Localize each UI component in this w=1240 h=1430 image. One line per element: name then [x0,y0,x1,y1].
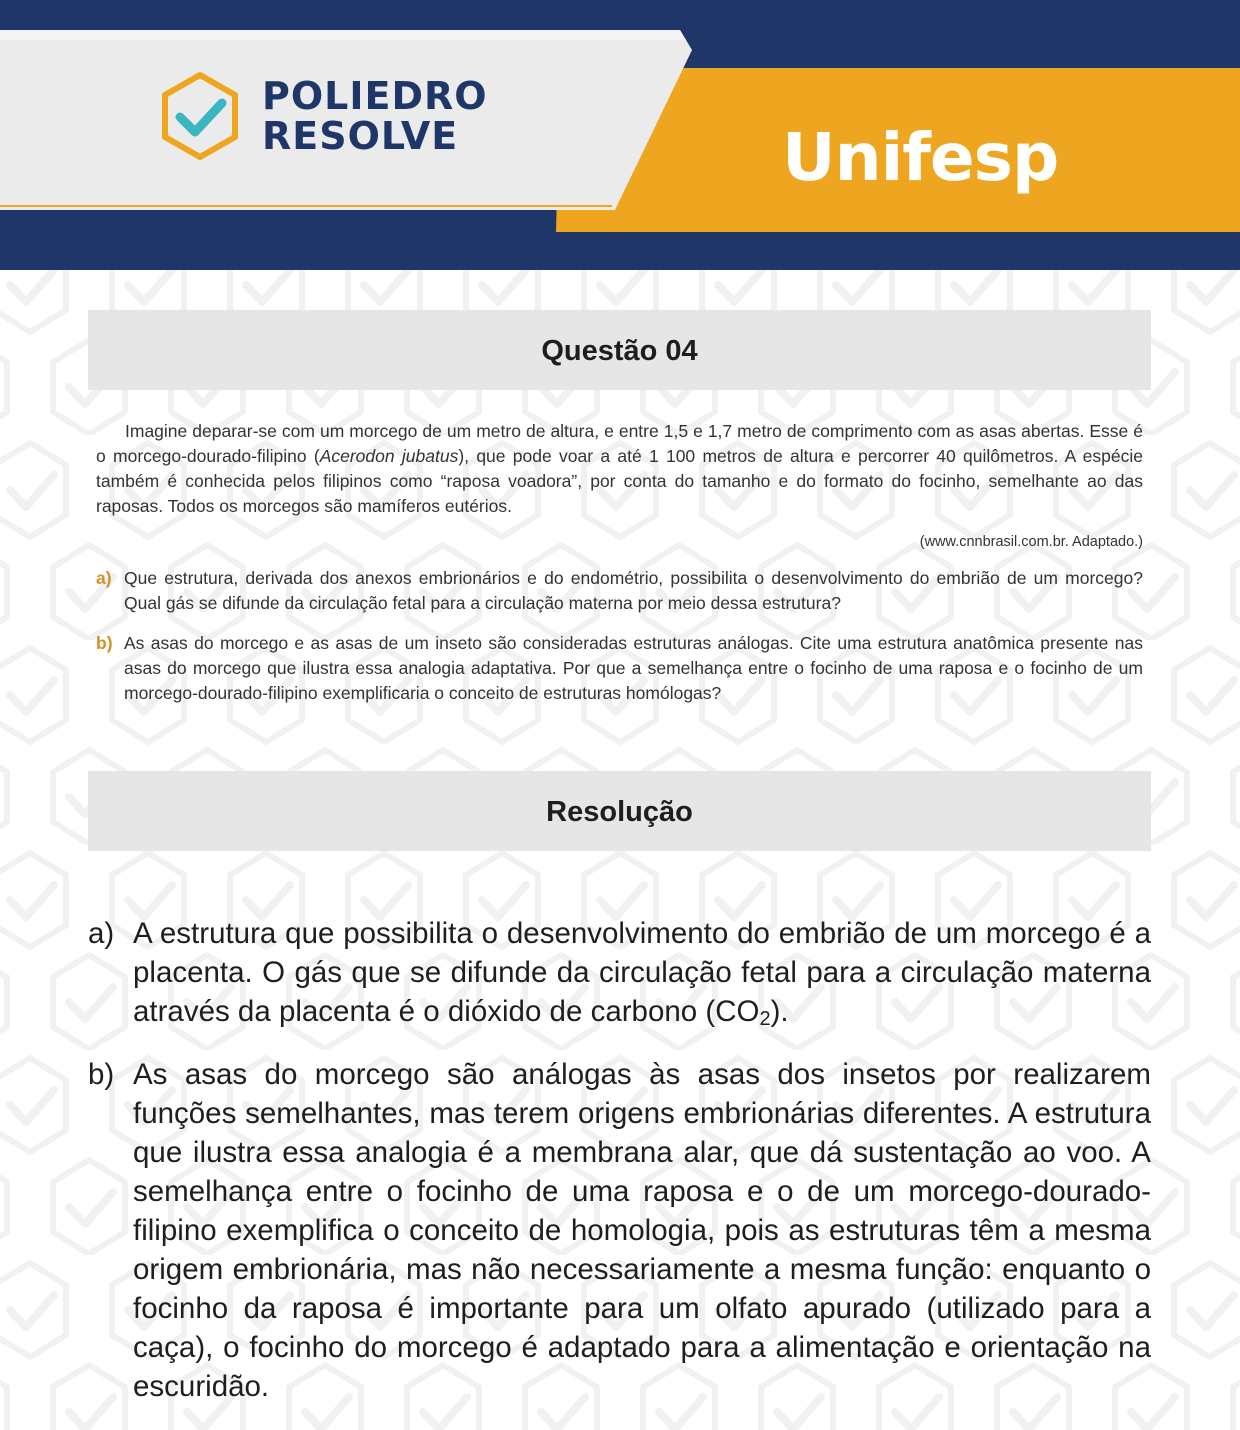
answer-a-text [133,914,1151,1031]
stem-text-2: ), que pode voar a até 1 100 metros de altura e percorrer 40 quilômetros. A espécie também é conhecida pelos filipinos como “raposa voadora”, por conta do tamanho e do formato do focinho, semelhante ao das raposas. Todos os morcegos são mamíferos eutérios. [96,446,1143,516]
answer-b-label: b) [88,1058,115,1091]
brand-line-2: RESOLVE [262,114,459,158]
brand-line-1: POLIEDRO [262,74,488,118]
brand-logo-text [262,76,488,156]
answer-a-text-end: ). [770,995,789,1028]
check-hexagon-icon [158,70,242,162]
answer-a-label: a) [88,917,115,950]
answer-b-text: As asas do morcego são análogas às asas dos insetos por realizarem funções semelhantes, mas terem origens embrionárias diferentes. A estrutura que ilustra essa analogia é a membrana alar, que dá sustentação ao voo. A semelhança entre o focinho de uma raposa e o de um morcego-dourado-filipino exemplifica o conceito de homologia, pois as estruturas têm a mesma origem embrionária, mas não necessariamente a mesma função: enquanto o focinho da raposa é importante para um olfato apurado (utilizado para a caça), o focinho do morcego é adaptado para a alimentação e orientação na escuridão. [133,1058,1151,1403]
item-b-text: As asas do morcego e as asas de um inseto são consideradas estruturas análogas. Cite uma estrutura anatômica presente nas asas do morcego que ilustra essa analogia adaptativa. Por que a semelhança entre o focinho de uma raposa e o focinho de um morcego-dourado-filipino exemplificaria o conceito de estruturas homólogas? [124,633,1143,703]
answer-a-subscript: 2 [759,1008,771,1030]
header-banner [0,0,1240,270]
item-a-label: a) [96,568,112,588]
item-a-text: Que estrutura, derivada dos anexos embrionários e do endométrio, possibilita o desenvolvimento do embrião de um morcego? Qual gás se difunde da circulação fetal para a circulação materna por meio dessa estrutura? [124,568,1143,613]
question-stem [96,419,1143,519]
answer-a [88,914,1151,1031]
item-b-label: b) [96,633,113,653]
question-item-b [96,631,1143,706]
answer-a-text-main: A estrutura que possibilita o desenvolvimento do embrião de um morcego é a placenta. O gás que se difunde da circulação fetal para a circulação materna através da placenta é o dióxido de carbono (CO [133,917,1151,1028]
stem-text-1: Imagine deparar-se com um morcego de um metro de altura, e entre 1,5 e 1,7 metro de comprimento com as asas abertas. Esse é o morcego-dourado-filipino ( [96,421,1143,466]
exam-title: Unifesp [782,119,1059,196]
answer-b [88,1055,1151,1406]
question-title: Questão 04 [88,310,1151,390]
question-source: (www.cnnbrasil.com.br. Adaptado.) [919,534,1143,550]
resolution-title: Resolução [88,771,1151,851]
stem-species-name: Acerodon jubatus [319,446,459,466]
question-item-a [96,566,1143,616]
